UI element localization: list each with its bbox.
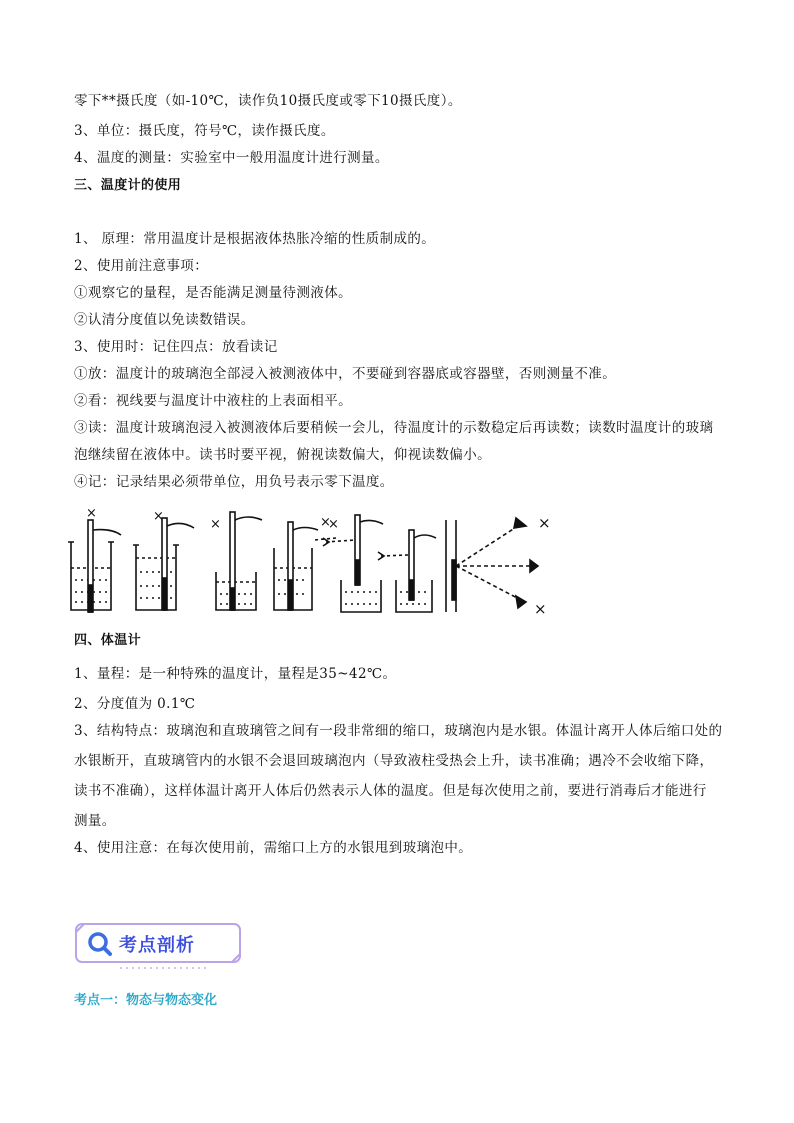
use-line-3: ①观察它的量程，是否能满足测量待测液体。 <box>74 285 352 301</box>
svg-text:×: × <box>538 514 551 532</box>
use-line-6: ①放：温度计的玻璃泡全部浸入被测液体中，不要碰到容器底或容器壁，否则测量不准。 <box>74 366 617 382</box>
body-line-1: 1、量程：是一种特殊的温度计，量程是35~42℃。 <box>74 666 397 682</box>
badge-label: 考点剖析 <box>119 935 195 956</box>
use-line-10: ④记：记录结果必须带单位，用负号表示零下温度。 <box>74 474 394 490</box>
thermometer-usage-figure <box>66 500 566 620</box>
svg-text:×: × <box>534 600 547 618</box>
svg-text:×: × <box>328 517 339 532</box>
body-line-5: 读书不准确），这样体温计离开人体后仍然表示人体的温度。但是每次使用之前，要进行消毒后才能进行 <box>74 783 707 799</box>
svg-text:×: × <box>153 509 164 524</box>
beaker-5 <box>323 515 383 612</box>
use-line-8: ③读：温度计玻璃泡浸入被测液体后要稍候一会儿，待温度计的示数稳定后再读数；读数时温度计的玻璃 <box>74 420 714 436</box>
intro-line-1: 零下**摄氏度（如-10℃，读作负10摄氏度或零下10摄氏度）。 <box>74 93 462 109</box>
svg-text:×: × <box>210 517 221 532</box>
beaker-4 <box>274 515 336 610</box>
use-line-4: ②认清分度值以免读数错误。 <box>74 312 255 328</box>
section-badge <box>74 918 242 972</box>
body-line-7: 4、使用注意：在每次使用前，需缩口上方的水银甩到玻璃泡中。 <box>74 840 473 856</box>
body-line-2: 2、分度值为 0.1℃ <box>74 696 196 712</box>
use-line-5: 3、使用时：记住四点：放看读记 <box>74 339 278 355</box>
body-line-4: 水银断开，直玻璃管内的水银不会退回玻璃泡内（导致液柱受热会上升，读书准确；遇冷不会收缩下降， <box>74 753 714 769</box>
body-line-6: 测量。 <box>74 813 116 829</box>
use-line-9: 泡继续留在液体中。读书时要平视，俯视读数偏大，仰视读数偏小。 <box>74 447 491 463</box>
kaodian-title: 考点一：物态与物态变化 <box>74 993 218 1008</box>
use-line-7: ②看：视线要与温度计中液柱的上表面相平。 <box>74 393 352 409</box>
svg-text:×: × <box>320 515 331 530</box>
use-line-2: 2、使用前注意事项： <box>74 258 209 274</box>
beaker-6 <box>378 530 436 612</box>
svg-text:×: × <box>86 506 97 521</box>
body-line-3: 3、结构特点：玻璃泡和直玻璃管之间有一段非常细的缩口，玻璃泡内是水银。体温计离开人体后缩口处的 <box>74 723 723 739</box>
beaker-3 <box>210 512 262 610</box>
reading-angles <box>446 514 551 618</box>
section-title-clinical-thermometer: 四、体温计 <box>74 633 142 648</box>
section-title-thermometer-use: 三、温度计的使用 <box>74 178 182 193</box>
beaker-2 <box>133 509 194 610</box>
beaker-1 <box>68 506 121 612</box>
use-line-1: 1、 原理：常用温度计是根据液体热胀冷缩的性质制成的。 <box>74 231 436 247</box>
intro-line-2: 3、单位：摄氏度，符号℃，读作摄氏度。 <box>74 123 335 139</box>
intro-line-3: 4、温度的测量：实验室中一般用温度计进行测量。 <box>74 150 389 166</box>
